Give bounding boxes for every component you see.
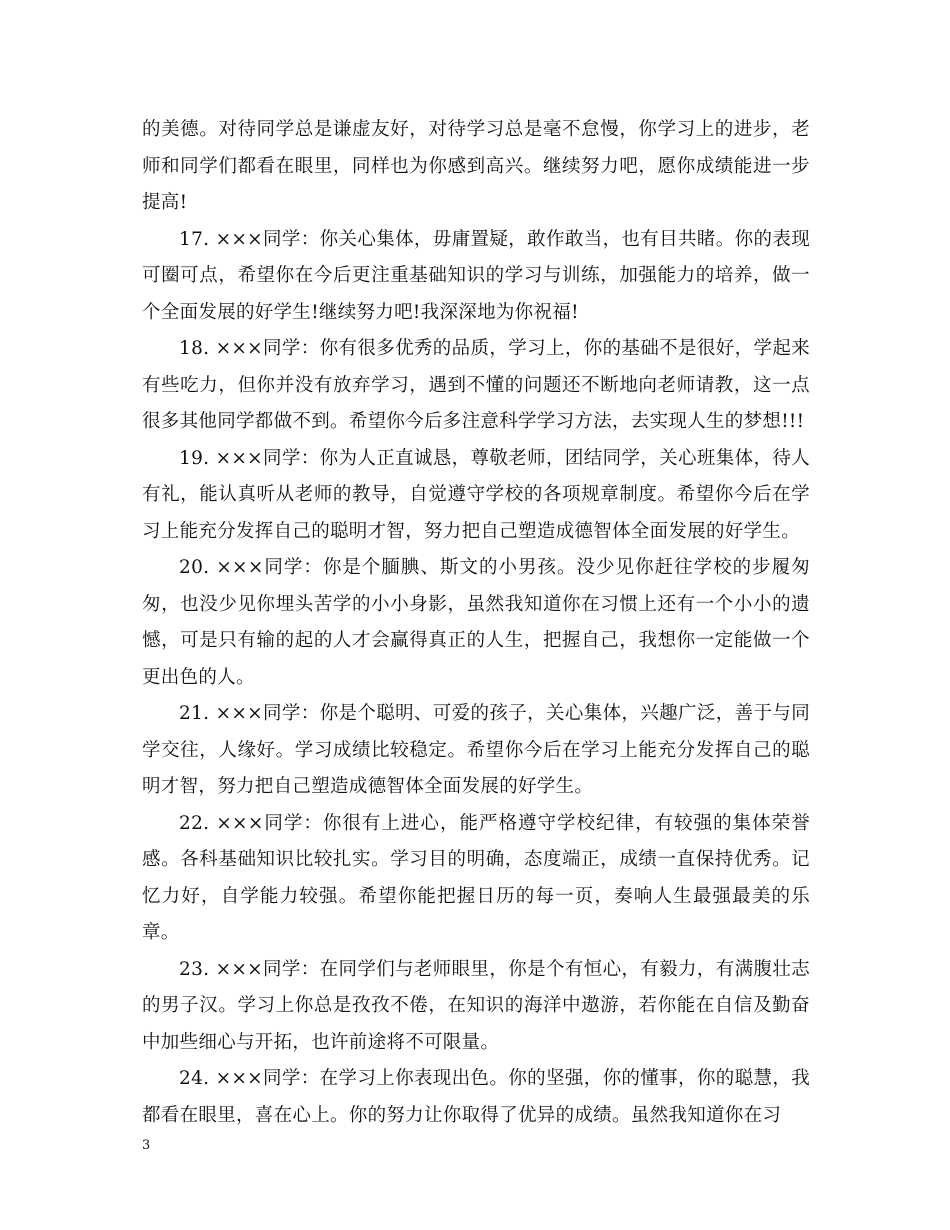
paragraph-comment-23: 23. ×××同学：在同学们与老师眼里，你是个有恒心，有毅力，有满腹壮志的男子汉。学习上你总是孜孜不倦，在知识的海洋中遨游，若你能在自信及勤奋中加些细心与开拓，也许前途将不可限量。	[142, 958, 810, 1053]
paragraph-comment-20: 20. ×××同学：你是个腼腆、斯文的小男孩。没少见你赶往学校的步履匆匆，也没少见你埋头苦学的小小身影，虽然我知道你在习惯上还有一个小小的遗憾，可是只有输的起的人才会赢得真正的人生，把握自己，我想你一定能做一个更出色的人。	[142, 557, 810, 688]
paragraph-comment-24: 24. ×××同学：在学习上你表现出色。你的坚强，你的懂事，你的聪慧，我都看在眼里，喜在心上。你的努力让你取得了优异的成绩。虽然我知道你在习	[142, 1068, 810, 1126]
paragraph-continued: 的美德。对待同学总是谦虚友好，对待学习总是毫不怠慢，你学习上的进步，老师和同学们都看在眼里，同样也为你感到高兴。继续努力吧，愿你成绩能进一步提高!	[142, 119, 810, 213]
paragraph-comment-18: 18. ×××同学：你有很多优秀的品质，学习上，你的基础不是很好，学起来有些吃力，但你并没有放弃学习，遇到不懂的问题还不断地向老师请教，这一点很多其他同学都做不到。希望你今后多注意科学学习方法，去实现人生的梦想!!!	[142, 338, 810, 432]
paragraph-comment-21: 21. ×××同学：你是个聪明、可爱的孩子，关心集体，兴趣广泛，善于与同学交往，人缘好。学习成绩比较稳定。希望你今后在学习上能充分发挥自己的聪明才智，努力把自己塑造成德智体全面发展的好学生。	[142, 703, 810, 797]
paragraph-comment-17: 17. ×××同学：你关心集体，毋庸置疑，敢作敢当，也有目共睹。你的表现可圈可点，希望你在今后更注重基础知识的学习与训练，加强能力的培养，做一个全面发展的好学生!继续努力吧!我深深地为你祝福!	[142, 228, 810, 323]
paragraph-comment-19: 19. ×××同学：你为人正直诚恳，尊敬老师，团结同学，关心班集体，待人有礼，能认真听从老师的教导，自觉遵守学校的各项规章制度。希望你今后在学习上能充分发挥自己的聪明才智，努力把自己塑造成德智体全面发展的好学生。	[142, 447, 810, 542]
document-body	[142, 112, 810, 1134]
paragraph-comment-22: 22. ×××同学：你很有上进心，能严格遵守学校纪律，有较强的集体荣誉感。各科基础知识比较扎实。学习目的明确，态度端正，成绩一直保持优秀。记忆力好，自学能力较强。希望你能把握日历的每一页，奏响人生最强最美的乐章。	[142, 812, 810, 943]
page-number: 3	[142, 1138, 151, 1153]
